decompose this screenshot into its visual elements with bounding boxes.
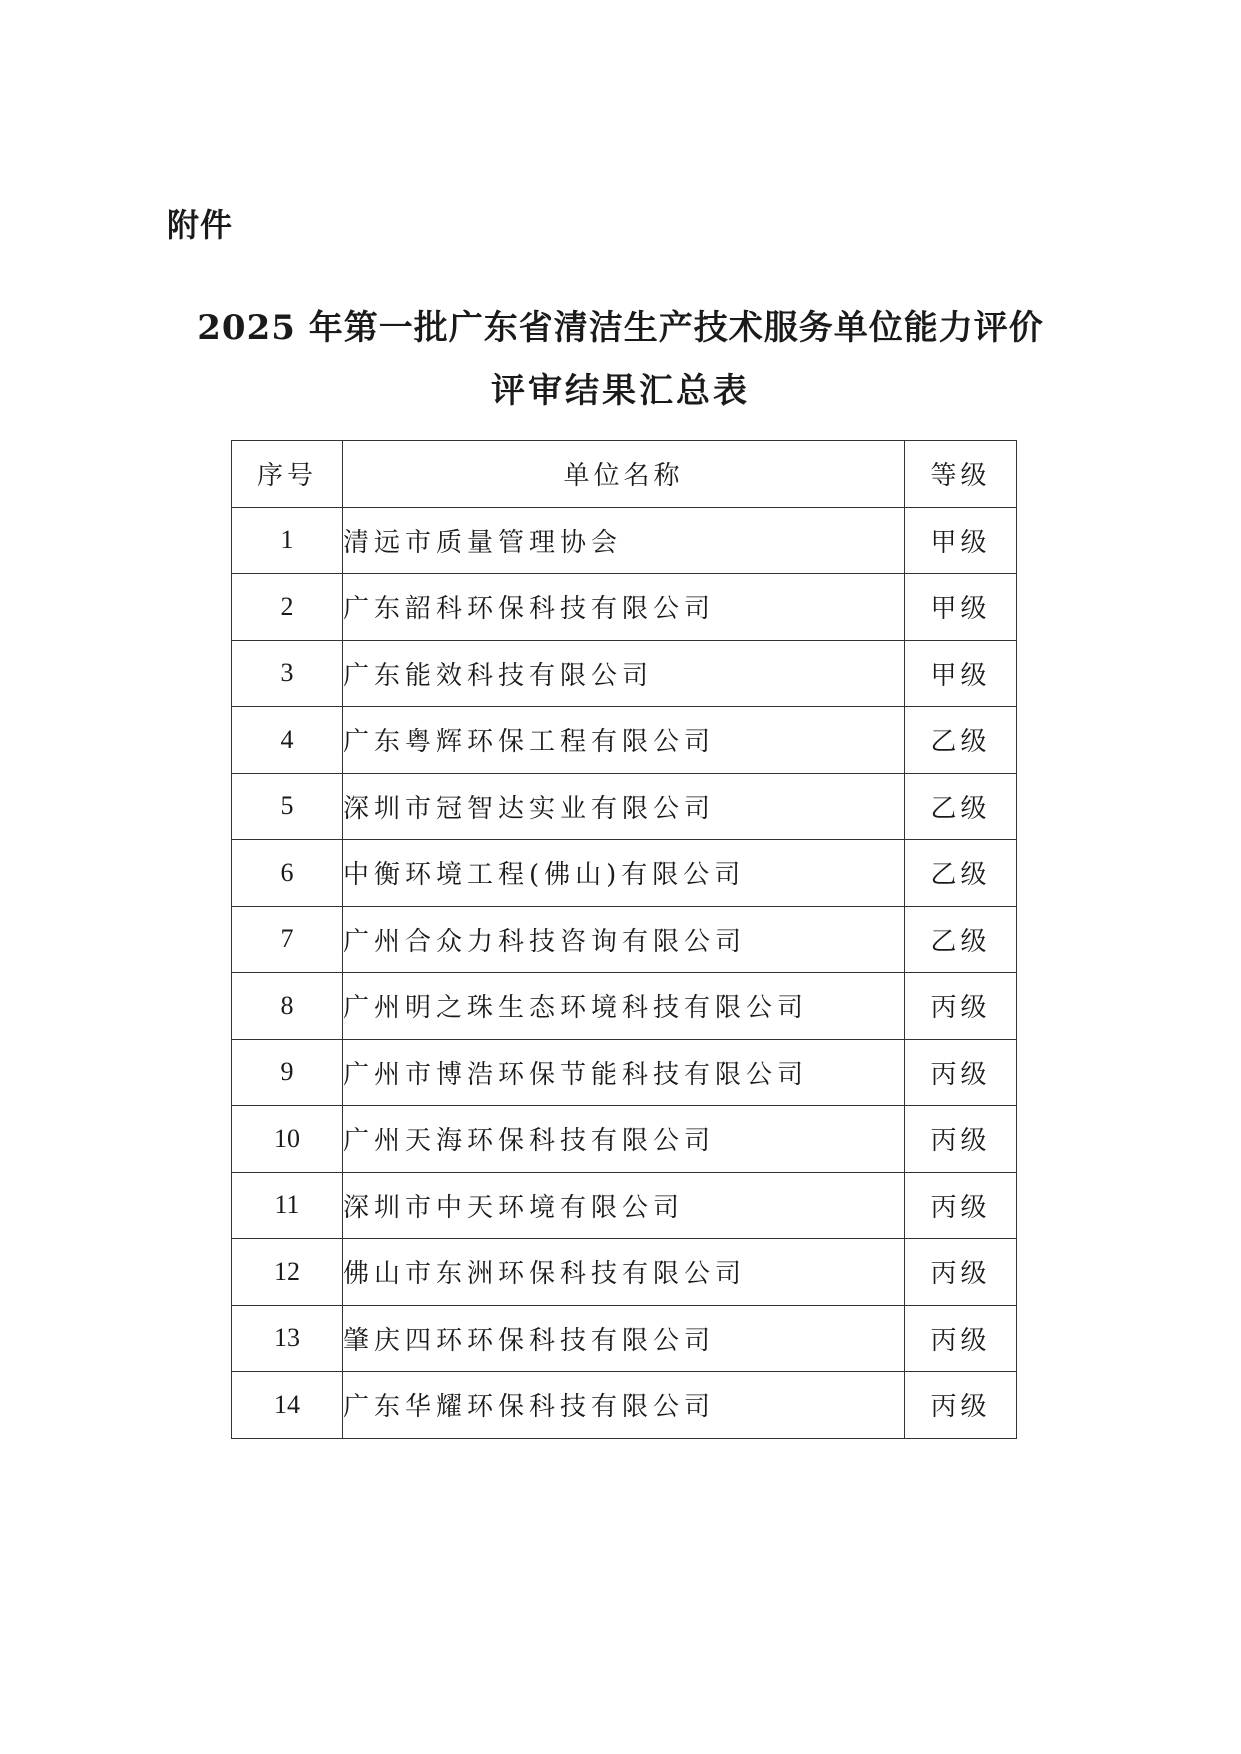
table-row xyxy=(232,1305,1017,1372)
table-row xyxy=(232,906,1017,973)
table-row xyxy=(232,1039,1017,1106)
row-name: 肇庆四环环保科技有限公司 xyxy=(343,1305,905,1372)
row-name: 中衡环境工程(佛山)有限公司 xyxy=(343,840,905,907)
row-name: 广州合众力科技咨询有限公司 xyxy=(343,906,905,973)
results-table xyxy=(231,440,1017,1439)
row-no: 9 xyxy=(232,1039,343,1106)
table-row xyxy=(232,1239,1017,1306)
row-grade: 乙级 xyxy=(905,906,1017,973)
row-grade: 丙级 xyxy=(905,973,1017,1040)
row-grade: 丙级 xyxy=(905,1039,1017,1106)
row-grade: 甲级 xyxy=(905,640,1017,707)
row-name: 广州天海环保科技有限公司 xyxy=(343,1106,905,1173)
table-row xyxy=(232,707,1017,774)
row-no: 10 xyxy=(232,1106,343,1173)
row-name: 深圳市冠智达实业有限公司 xyxy=(343,773,905,840)
row-no: 8 xyxy=(232,973,343,1040)
table-row xyxy=(232,840,1017,907)
row-no: 4 xyxy=(232,707,343,774)
row-grade: 丙级 xyxy=(905,1372,1017,1439)
table-row xyxy=(232,574,1017,641)
row-no: 14 xyxy=(232,1372,343,1439)
row-grade: 丙级 xyxy=(905,1305,1017,1372)
table-row xyxy=(232,640,1017,707)
attachment-label: 附件 xyxy=(167,206,234,244)
row-name: 清远市质量管理协会 xyxy=(343,507,905,574)
row-name: 广东能效科技有限公司 xyxy=(343,640,905,707)
table-row xyxy=(232,973,1017,1040)
table-row xyxy=(232,1172,1017,1239)
row-name: 广州市博浩环保节能科技有限公司 xyxy=(343,1039,905,1106)
row-name: 深圳市中天环境有限公司 xyxy=(343,1172,905,1239)
row-name: 佛山市东洲环保科技有限公司 xyxy=(343,1239,905,1306)
row-name: 广州明之珠生态环境科技有限公司 xyxy=(343,973,905,1040)
header-name: 单位名称 xyxy=(343,441,905,508)
row-no: 3 xyxy=(232,640,343,707)
row-grade: 丙级 xyxy=(905,1172,1017,1239)
row-no: 5 xyxy=(232,773,343,840)
table-row xyxy=(232,1106,1017,1173)
row-grade: 乙级 xyxy=(905,840,1017,907)
row-no: 12 xyxy=(232,1239,343,1306)
row-no: 13 xyxy=(232,1305,343,1372)
row-grade: 丙级 xyxy=(905,1239,1017,1306)
header-no: 序号 xyxy=(232,441,343,508)
row-name: 广东华耀环保科技有限公司 xyxy=(343,1372,905,1439)
row-no: 7 xyxy=(232,906,343,973)
row-grade: 乙级 xyxy=(905,773,1017,840)
row-grade: 丙级 xyxy=(905,1106,1017,1173)
header-grade: 等级 xyxy=(905,441,1017,508)
row-no: 6 xyxy=(232,840,343,907)
row-no: 2 xyxy=(232,574,343,641)
page-title-line-1: 2025 年第一批广东省清洁生产技术服务单位能力评价 xyxy=(197,308,1044,348)
row-no: 1 xyxy=(232,507,343,574)
table-row xyxy=(232,507,1017,574)
table-row xyxy=(232,773,1017,840)
row-no: 11 xyxy=(232,1172,343,1239)
row-name: 广东粤辉环保工程有限公司 xyxy=(343,707,905,774)
table-header-row xyxy=(232,441,1017,508)
table-row xyxy=(232,1372,1017,1439)
page-title-line-2: 评审结果汇总表 xyxy=(491,371,750,411)
row-name: 广东韶科环保科技有限公司 xyxy=(343,574,905,641)
row-grade: 甲级 xyxy=(905,574,1017,641)
row-grade: 甲级 xyxy=(905,507,1017,574)
row-grade: 乙级 xyxy=(905,707,1017,774)
